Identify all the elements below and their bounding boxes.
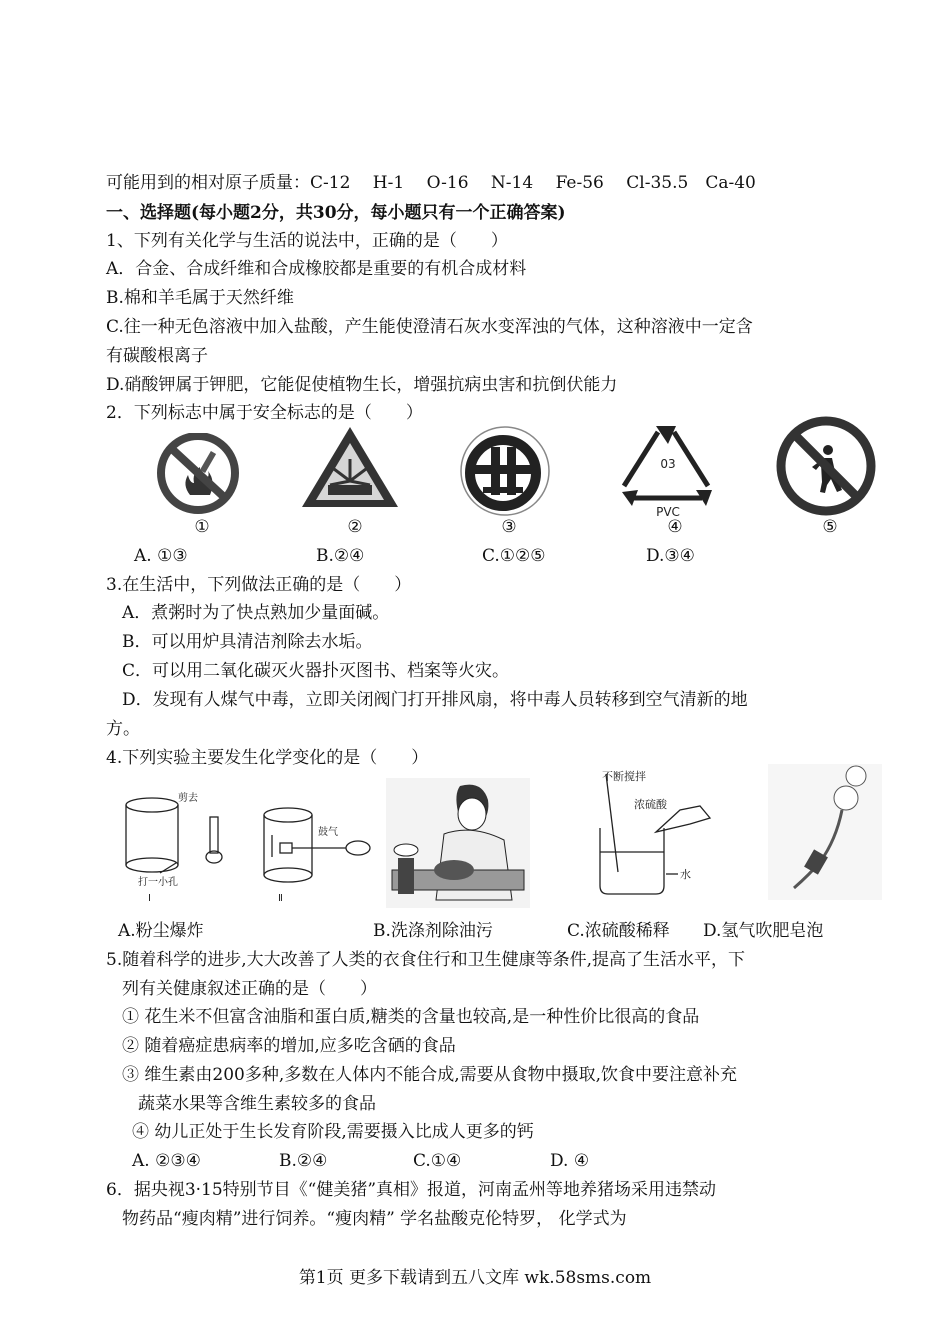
q3-option-a: A．煮粥时为了快点熟加少量面碱。 — [122, 603, 390, 623]
fig-cut-label: 剪去 — [178, 793, 198, 804]
q1-option-a: A．合金、合成纤维和合成橡胶都是重要的有机合成材料 — [106, 259, 527, 279]
q2-label-2: ② — [347, 517, 363, 537]
q2-option-d: D.③④ — [646, 546, 695, 566]
q3-option-d: D．发现有人煤气中毒，立即关闭阀门打开排风扇，将中毒人员转移到空气清新的地 — [122, 690, 748, 710]
q5-item-4: ④ 幼儿正处于生长发育阶段,需要摄入比成人更多的钙 — [132, 1122, 534, 1142]
q4-option-d: D.氢气吹肥皂泡 — [703, 921, 824, 941]
q2-label-1: ① — [194, 517, 210, 537]
q4-stem: 4.下列实验主要发生化学变化的是（ ） — [106, 748, 429, 768]
q5-option-b: B.②④ — [279, 1151, 328, 1171]
q6-line-2: 物药品“瘦肉精”进行饲养。“瘦肉精” 学名盐酸克伦特罗， 化学式为 — [122, 1209, 627, 1229]
recycle-text: PVC — [656, 505, 680, 518]
page-footer: 第1页 更多下载请到五八文库 wk.58sms.com — [298, 1268, 652, 1288]
q5-option-c: C.①④ — [413, 1151, 462, 1171]
q2-stem: 2．下列标志中属于安全标志的是（ ） — [106, 403, 423, 423]
q2-label-3: ③ — [501, 517, 517, 537]
q3-option-c: C．可以用二氧化碳灭火器扑灭图书、档案等火灾。 — [122, 661, 510, 681]
fig-stir-label: 不断搅拌 — [602, 770, 646, 783]
fig-acid-label: 浓硫酸 — [634, 798, 667, 811]
q1-stem: 1、下列有关化学与生活的说法中，正确的是（ ） — [106, 231, 508, 251]
q2-option-a: A. ①③ — [134, 546, 188, 566]
hydrogen-bubbles-figure — [768, 764, 882, 900]
q4-option-c: C.浓硫酸稀释 — [567, 921, 670, 941]
fig-hole-label: 打一小孔 — [138, 877, 178, 888]
recycle-code: 03 — [660, 457, 676, 471]
q3-option-d-cont: 方。 — [106, 719, 140, 739]
dust-explosion-apparatus-figure — [118, 785, 382, 905]
q1-option-c-cont: 有碳酸根离子 — [106, 346, 208, 366]
q6-line-1: 6．据央视3·15特别节目《“健美猪”真相》报道，河南孟州等地养猪场采用违禁动 — [106, 1180, 717, 1200]
explosive-warning-sign-icon — [298, 423, 402, 513]
fig-water-label: 水 — [680, 868, 691, 881]
q2-label-4: ④ — [667, 517, 683, 537]
washing-dishes-figure — [386, 778, 530, 908]
atomic-mass-line: 可能用到的相对原子质量：C-12 H-1 O-16 N-14 Fe-56 Cl-35.5 Ca-40 — [106, 173, 756, 193]
q1-option-c: C.往一种无色溶液中加入盐酸，产生能使澄清石灰水变浑浊的气体，这种溶液中一定含 — [106, 317, 753, 337]
energy-certification-sign-icon — [449, 425, 569, 521]
q2-option-b: B.②④ — [316, 546, 365, 566]
q5-option-d: D. ④ — [550, 1151, 590, 1171]
fig-II-label: Ⅱ — [278, 893, 283, 904]
q5-item-3-cont: 蔬菜水果等含维生素较多的食品 — [138, 1094, 376, 1114]
q5-stem-cont: 列有关健康叙述正确的是（ ） — [122, 979, 377, 999]
q5-stem: 5.随着科学的进步,大大改善了人类的衣食住行和卫生健康等条件,提高了生活水平，下 — [106, 950, 746, 970]
q5-item-1: ① 花生米不但富含油脂和蛋白质,糖类的含量也较高,是一种性价比很高的食品 — [122, 1007, 700, 1027]
q3-stem: 3.在生活中，下列做法正确的是（ ） — [106, 575, 412, 595]
q5-option-a: A. ②③④ — [132, 1151, 201, 1171]
q2-option-c: C.①②⑤ — [482, 546, 546, 566]
q3-option-b: B．可以用炉具清洁剂除去水垢。 — [122, 632, 373, 652]
no-pedestrian-sign-icon — [768, 416, 886, 516]
recycle-pvc-sign-icon — [612, 418, 728, 518]
q2-label-5: ⑤ — [822, 517, 838, 537]
fig-I-label: Ⅰ — [148, 893, 151, 904]
q5-item-3: ③ 维生素由200多种,多数在人体内不能合成,需要从食物中摄取,饮食中要注意补充 — [122, 1065, 738, 1085]
q1-option-d: D.硝酸钾属于钾肥，它能促使植物生长，增强抗病虫害和抗倒伏能力 — [106, 375, 618, 395]
section-title: 一、选择题(每小题2分，共30分，每小题只有一个正确答案) — [106, 203, 566, 223]
acid-dilution-figure — [594, 768, 726, 902]
q5-item-2: ② 随着癌症患病率的增加,应多吃含硒的食品 — [122, 1036, 456, 1056]
q4-option-b: B.洗涤剂除油污 — [373, 921, 493, 941]
q1-option-b: B.棉和羊毛属于天然纤维 — [106, 288, 294, 308]
fig-pump-label: 鼓气 — [318, 827, 338, 838]
q4-option-a: A.粉尘爆炸 — [118, 921, 204, 941]
no-smoking-fire-sign-icon — [150, 433, 250, 515]
